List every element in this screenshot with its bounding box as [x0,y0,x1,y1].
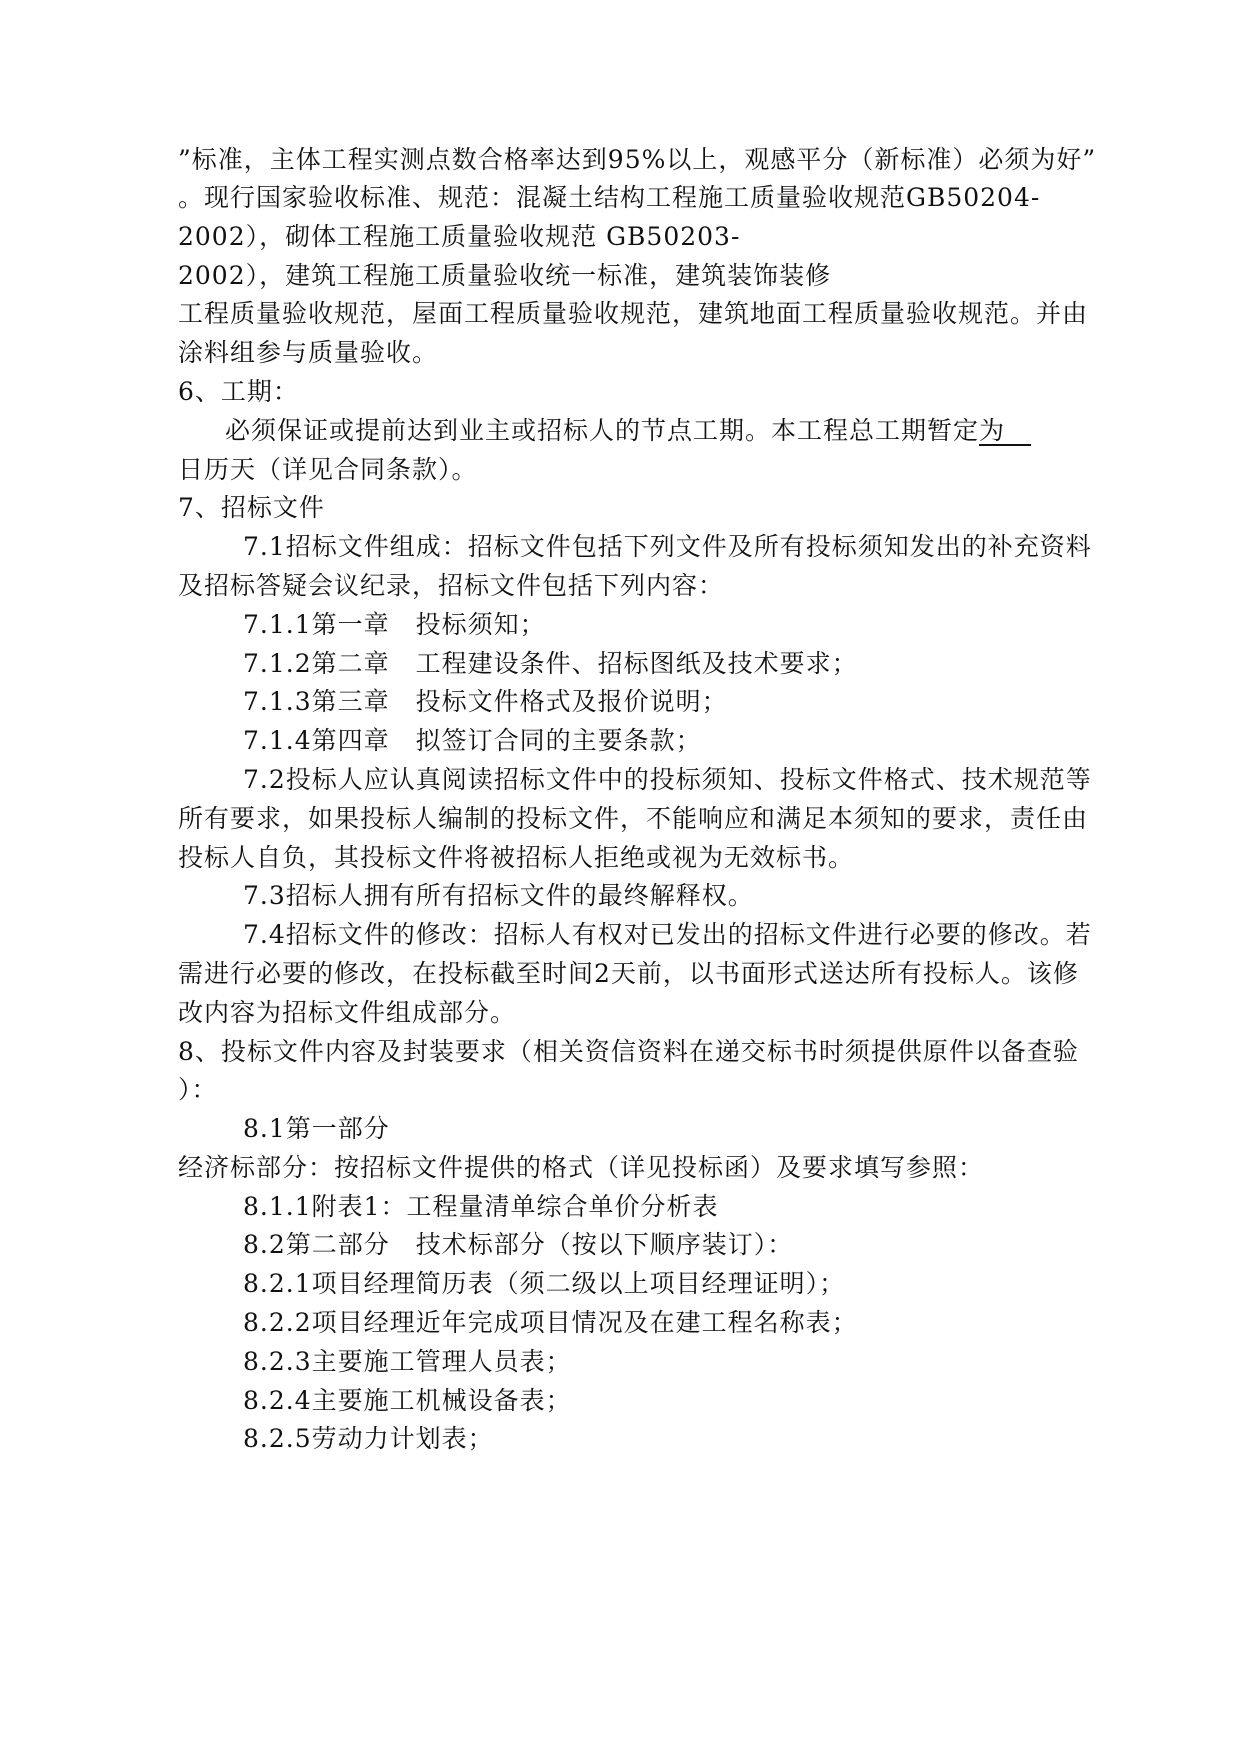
list-item: 8.2.2项目经理近年完成项目情况及在建工程名称表； [243,1308,858,1337]
section-heading: 6、工期： [178,377,299,406]
text-line: ）： [178,1075,218,1104]
text-line [225,416,1031,446]
list-item: 8.2.3主要施工管理人员表； [243,1347,572,1376]
text-line: 工程质量验收规范，屋面工程质量验收规范，建筑地面工程质量验收规范。并由 [178,299,1089,328]
text-line: 。现行国家验收标准、规范：混凝土结构工程施工质量验收规范GB50204- [178,183,1041,212]
text-line: 7.2投标人应认真阅读招标文件中的投标须知、投标文件格式、技术规范等 [243,765,1092,794]
text-line: 经济标部分：按招标文件提供的格式（详见投标函）及要求填写参照： [178,1153,985,1182]
list-item: 8.2.5劳动力计划表； [243,1424,494,1453]
list-item: 8.2.1项目经理简历表（须二级以上项目经理证明）； [243,1269,846,1298]
duration-blank [979,416,1031,445]
text-line: 7.4招标文件的修改：招标人有权对已发出的招标文件进行必要的修改。若 [243,920,1092,949]
text-line: 7.3招标人拥有所有招标文件的最终解释权。 [243,881,754,910]
section-heading: 8、投标文件内容及封装要求（相关资信资料在递交标书时须提供原件以备查验 [178,1037,1079,1066]
text-line: 投标人自负，其投标文件将被招标人拒绝或视为无效标书。 [178,843,855,872]
text-span: 为 [979,416,1006,445]
list-item: 8.1.1附表1：工程量清单综合单价分析表 [243,1192,719,1221]
text-line: 7.1招标文件组成：招标文件包括下列文件及所有投标须知发出的补充资料 [243,532,1092,561]
list-item: 8.2.4主要施工机械设备表； [243,1386,572,1415]
subsection-heading: 8.2第二部分 技术标部分（按以下顺序装订）： [243,1230,794,1259]
subsection-heading: 8.1第一部分 [243,1114,390,1143]
text-line: 涂料组参与质量验收。 [178,338,439,367]
list-item: 7.1.2第二章 工程建设条件、招标图纸及技术要求； [243,649,858,678]
text-line: 所有要求，如果投标人编制的投标文件，不能响应和满足本须知的要求，责任由 [178,804,1089,833]
text-line: 2002），建筑工程施工质量验收统一标准，建筑装饰装修 [178,261,832,290]
list-item: 7.1.3第三章 投标文件格式及报价说明； [243,687,728,716]
text-line: 需进行必要的修改，在投标截至时间2天前，以书面形式送达所有投标人。该修 [178,959,1079,988]
section-heading: 7、招标文件 [178,493,325,522]
list-item: 7.1.4第四章 拟签订合同的主要条款； [243,726,702,755]
text-line: 及招标答疑会议纪录，招标文件包括下列内容： [178,571,725,600]
text-line: ”标准，主体工程实测点数合格率达到95%以上，观感平分（新标准）必须为好” [178,145,1097,174]
text-line: 2002），砌体工程施工质量验收规范 GB50203- [178,222,741,251]
list-item: 7.1.1第一章 投标须知； [243,610,546,639]
text-line: 改内容为招标文件组成部分。 [178,998,517,1027]
text-span: 必须保证或提前达到业主或招标人的节点工期。本工程总工期暂定 [225,416,980,445]
text-line: 日历天（详见合同条款）。 [178,455,478,484]
